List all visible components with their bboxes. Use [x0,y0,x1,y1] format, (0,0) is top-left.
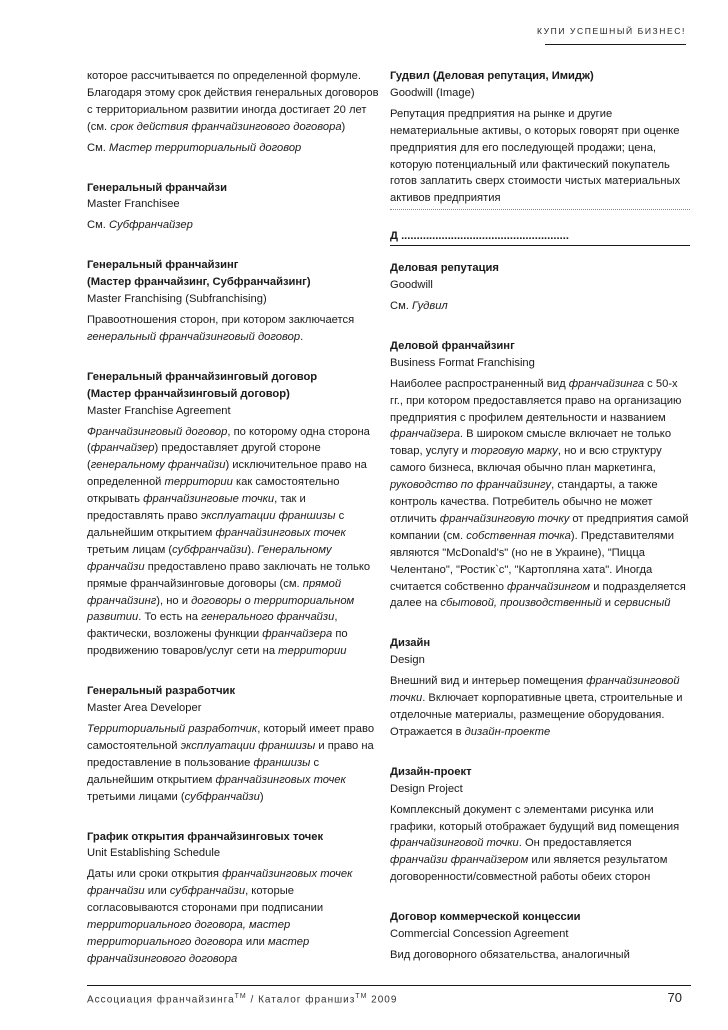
text-run: , который имеет право самостоятельной [87,723,375,752]
cross-reference: сервисный [614,597,671,610]
text-run: ), но и [156,594,192,607]
text-run: и подразделяется далее на [390,580,686,610]
glossary-text [390,781,690,798]
text-run: ) [341,120,346,133]
text-run: (Мастер франчайзинг, Субфранчайзинг) [87,276,311,289]
cross-reference: франшизы [253,756,311,769]
cross-reference: Франчайзинговый договор [87,425,228,438]
text-run: Unit Establishing Schedule [87,847,221,860]
cross-reference: договоры о территориальном развитии [87,594,355,624]
footer-rule [87,985,691,986]
text-run: Даты или сроки открытия [87,868,223,881]
glossary-text [390,673,690,741]
text-run: Наиболее распространенный вид [390,377,569,390]
glossary-term [390,635,690,652]
cross-reference: франчайзи франчайзером [390,854,529,867]
cross-reference: франчайзинга [568,377,645,390]
right-column [390,68,690,968]
cross-reference: эксплуатации франшизы [200,510,336,523]
cross-reference: эксплуатации франшизы [180,739,316,752]
spacer [390,616,690,635]
text-run: . Он предоставляется [518,837,632,850]
cross-reference: франчайзинговую точку [439,512,570,525]
cross-reference: прямой франчайзинг [87,577,342,607]
text-run: Генеральный франчайзи [87,181,227,194]
cross-reference: франчайзер [90,442,155,455]
cross-reference: территории [164,476,233,489]
text-run: Goodwill [390,279,433,292]
glossary-term [87,257,381,274]
text-run: Goodwill (Image) [390,86,475,99]
glossary-text [87,217,381,234]
glossary-term [87,274,381,291]
text-run: Master Area Developer [87,702,202,715]
cross-reference: торговую марку [471,445,558,458]
glossary-text [390,85,690,102]
page-number: 70 [667,990,682,1005]
text-run: ) исключительное право на определенной [87,459,367,489]
cross-reference: территориального договора, мастер территориального договора [87,919,291,948]
cross-reference: территории [278,645,347,658]
spacer [87,238,381,257]
glossary-term [390,68,690,85]
spacer [87,810,381,829]
spacer [87,350,381,369]
glossary-term [87,829,381,846]
text-run: ) [259,790,264,803]
cross-reference: Мастер территориальный договор [109,141,302,154]
glossary-text [87,700,381,717]
text-run: См. [87,219,109,232]
text-run: Гудвил (Деловая репутация, Имидж) [390,70,594,82]
glossary-text [390,926,690,943]
text-run: , так и предоставлять право [87,493,306,523]
text-run: ) предоставляет другой стороне ( [87,442,321,472]
text-run: Договор коммерческой концессии [390,911,581,924]
text-run: или [242,935,268,948]
glossary-text [390,652,690,669]
glossary-text [390,376,690,613]
text-run: Master Franchise Agreement [87,404,231,417]
glossary-text [87,424,381,661]
text-run: Дизайн-проект [390,765,472,778]
text-run: с дальнейшим открытием [87,756,320,786]
glossary-term [390,338,690,355]
header-rule [545,44,686,45]
cross-reference: франчайзинговых точек [215,526,346,539]
glossary-text [87,291,381,308]
glossary-text [87,68,381,136]
footer-publisher: Ассоциация франчайзинга [87,994,235,1006]
spacer [87,664,381,683]
text-run: Design Project [390,782,463,795]
glossary-term [390,260,690,277]
cross-reference: сбытовой, производственный [440,597,602,610]
text-run: Design [390,654,425,667]
footer-year: 2009 [367,994,398,1006]
spacer [390,319,690,338]
cross-reference: Территориальный разработчик [87,723,258,735]
cross-reference: дизайн-проекте [464,725,551,738]
cross-reference: Генеральному франчайзи [87,543,332,573]
text-run: с 50-х гг., при котором предоставляется право на организацию предприятия с профилем деятельности и названием [390,377,682,424]
glossary-text [390,277,690,294]
glossary-term [390,764,690,781]
glossary-text [87,866,381,967]
text-run: Д ...................................................... [390,230,569,243]
glossary-text [87,403,381,420]
spacer [87,161,381,180]
text-run: как самостоятельно открывать [87,476,340,506]
text-run: См. [390,299,412,312]
text-run: от предприятия самой компании (см. [390,512,689,542]
text-run: Вид договорного обязательства, аналогичный [390,948,630,961]
text-run: Генеральный франчайзинговый договор [87,370,318,383]
text-run: Генеральный франчайзинг [87,259,239,272]
cross-reference: срок действия франчайзингового договора [110,120,342,133]
glossary-text [87,140,381,157]
cross-reference: франчайзера [390,428,460,441]
glossary-text [87,312,381,346]
text-run: которое рассчитывается по определенной формуле. Благодаря этому срок действия генеральных договоров с территориальном развитии иногда достигает 20 лет (см. [87,70,379,133]
cross-reference: франчайзинговых точек [215,773,346,786]
text-run: . [300,330,304,343]
cross-reference: мастер франчайзингового договора [87,935,310,965]
text-run: Commercial Concession Agreement [390,928,569,941]
text-run: . Включает корпоративные цвета, строительные и отделочные материалы, размещение оборудования. Отражается в [390,692,683,738]
text-run: предоставлено право заключать не только прямые франчайзинговые договоры (см. [87,560,371,590]
text-run: Master Franchisee [87,198,180,211]
glossary-term [390,228,690,246]
glossary-term [87,369,381,386]
text-run: и [601,597,615,610]
glossary-text [390,947,690,964]
cross-reference: руководство по франчайзингу [390,479,552,492]
text-run: Master Franchising (Subfranchising) [87,293,267,306]
spacer [390,214,690,228]
cross-reference: собственная точка [466,529,571,542]
glossary-term [87,386,381,403]
spacer [390,246,690,260]
text-run: Business Format Franchising [390,356,535,369]
glossary-text [87,845,381,862]
page-header-title: КУПИ УСПЕШНЫЙ БИЗНЕС! [537,26,686,36]
cross-reference: генеральному франчайзи [90,459,226,472]
text-run: ). Представителями являются "McDonald's" (но не в Украине), "Пицца Челентано", "Ростик`с", "Картопляна хата". Иногда считается собственно [390,529,674,593]
cross-reference: франчайзера [262,628,333,641]
glossary-term [87,683,381,700]
text-run: или [144,885,170,898]
footer-tm-1: TM [234,993,247,1000]
spacer [390,890,690,909]
cross-reference: франчайзингом [507,580,591,593]
text-run: с дальнейшим открытием [87,510,345,539]
text-run: Деловой франчайзинг [390,339,515,352]
footer-separator: / Каталог франшиз [246,994,356,1006]
text-run: и право на предоставление в пользование [87,739,374,769]
text-run: Деловая репутация [390,262,499,275]
text-run: ). [247,543,258,556]
glossary-text [390,298,690,315]
text-run: Репутация предприятия на рынке и другие нематериальные активы, о которых говорят при оценке предприятия для его последующей продажи; цена, которую потенциальный или фактический покупатель готов заплатить сверх стоимости чистых материальных активов предприятия [390,107,681,205]
text-run: Правоотношения сторон, при котором заключается [87,313,355,326]
text-run: График открытия франчайзинговых точек [87,830,324,843]
text-run: , стандарты, а также контроль качества. Потребитель обычно не может отличить [390,479,658,525]
glossary-text [390,355,690,372]
text-run: по продвижению товаров/услуг сети на [87,628,348,658]
cross-reference: Субфранчайзер [109,219,193,232]
glossary-text [87,196,381,213]
glossary-text [87,721,381,806]
text-run: Комплексный документ с элементами рисунка или графики, который отображает будущий вид помещения [390,803,680,833]
cross-reference: Гудвил [412,299,448,312]
text-run: , но и всю структуру самого бизнеса, включая обычно план маркетинга, [390,445,662,475]
cross-reference: субфранчайзи [172,543,248,556]
cross-reference: генерального франчайзи [201,611,335,624]
cross-reference: субфранчайзи [184,790,260,803]
glossary-term [87,180,381,197]
text-run: , по которому одна сторона ( [87,425,370,455]
spacer [390,745,690,764]
text-run: Внешний вид и интерьер помещения [390,675,587,688]
cross-reference: франчайзинговой точки [390,675,680,705]
glossary-text [390,106,690,210]
footer-tm-2: TM [355,993,368,1000]
text-run: , которые согласовываются сторонами при подписании [87,885,324,915]
footer-publication [87,993,397,1005]
text-run: третьим лицам ( [87,543,173,556]
left-column [87,68,381,972]
text-run: Генеральный разработчик [87,685,236,698]
cross-reference: франчайзинговой точки [390,837,519,850]
cross-reference: субфранчайзи [169,885,246,898]
text-run: Дизайн [390,637,431,650]
cross-reference: франчайзинговые точки [143,493,275,506]
text-run: третьими лицами ( [87,790,185,803]
text-run: . В широком смысле включает не только товар, услугу и [390,428,672,458]
cross-reference: генеральный франчайзинговый договор [87,330,301,343]
cross-reference: франчайзинговых точек франчайзи [87,868,353,898]
glossary-term [390,909,690,926]
text-run: См. [87,141,109,154]
text-run: или является результатом договоренности/совместной работы обеих сторон [390,854,668,884]
text-run: . То есть на [138,611,202,624]
text-run: , фактически, возложены функции [87,611,338,641]
text-run: (Мастер франчайзинговый договор) [87,387,290,400]
glossary-text [390,802,690,887]
